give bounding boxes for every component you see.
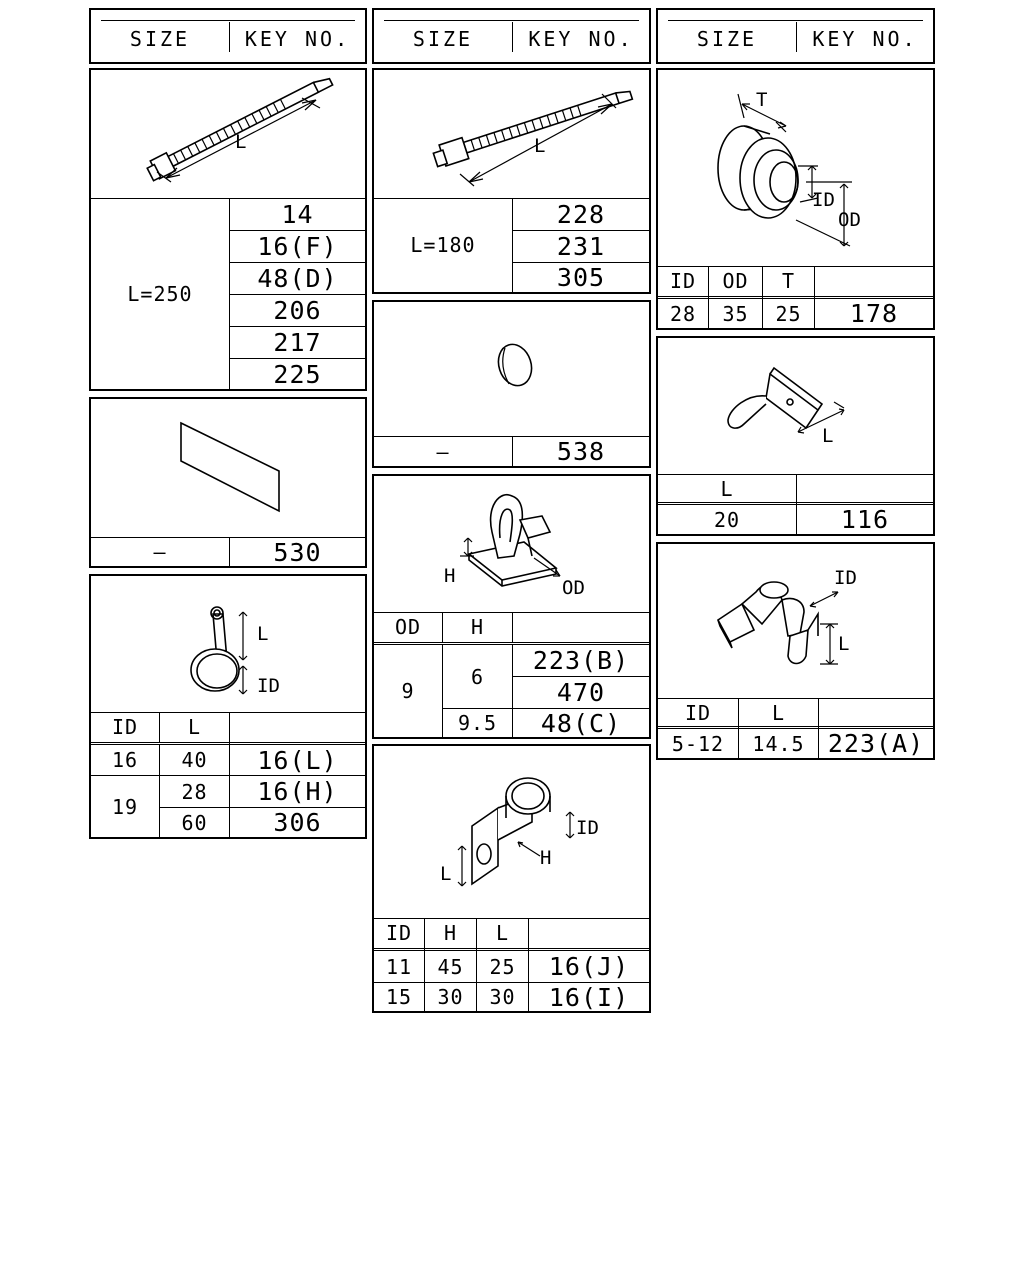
dim-label-od: OD [838,209,861,231]
size-value: L=250 [127,281,193,306]
column-header-id: ID [385,921,413,945]
column-header-od: OD [394,615,422,639]
column-header-od: OD [722,269,749,293]
od-value: 35 [722,301,749,326]
dim-label-id: ID [812,189,835,211]
key-no-header: KEY NO. [244,27,351,51]
l-value: 14.5 [752,731,805,756]
dim-label-od: OD [562,577,585,599]
size-value: L=180 [410,233,476,257]
column-header-t: T [781,269,796,293]
dim-label-l: L [257,623,269,645]
key-no-value: 228 [556,200,606,229]
key-no-value: 305 [556,263,606,292]
key-no-value: 223(B) [532,646,630,675]
id-value: 28 [669,301,697,326]
key-no-value: 538 [556,437,606,466]
clamp-pin-illustration [658,544,933,698]
column-header-id: ID [669,269,697,293]
h-value: 9.5 [457,711,498,735]
cable-tie-180-panel [372,68,651,294]
key-no-value: 16(I) [548,982,630,1012]
column-header-l: L [187,715,202,739]
l-value: 20 [713,507,741,532]
p-clamp-panel [89,574,367,839]
column-header-h: H [470,615,485,639]
column-header-l: L [495,921,510,945]
header-box-1 [89,8,367,64]
key-no-value: 470 [556,678,606,707]
clip-od-illustration [374,476,649,612]
column-header-id: ID [111,715,139,739]
grommet-panel [656,68,935,330]
dim-label-l: L [534,135,546,157]
size-header: SIZE [696,27,758,51]
key-no-value: 14 [281,200,314,229]
bracket-panel [656,336,935,536]
l-value: 28 [181,779,208,804]
bracket-illustration [658,338,933,474]
cable-tie-180-illustration [374,70,649,198]
cap-panel [372,300,651,468]
key-no-value: 530 [273,537,322,567]
key-no-value: 231 [556,232,606,261]
id-value: 19 [111,794,139,819]
key-no-value: 225 [273,359,322,389]
id-value: 11 [385,954,413,979]
offset-clamp-illustration [374,746,649,918]
dim-label-id: ID [576,817,599,839]
h-value: 30 [437,985,464,1009]
column-header-h: H [443,921,458,945]
header-box-3 [656,8,935,64]
dim-label-t: T [756,89,768,111]
l-value: 30 [489,985,516,1009]
size-value: — [153,540,167,564]
id-value: 5-12 [671,731,725,756]
cable-tie-250-illustration [91,70,365,198]
column-header-l: L [771,701,786,725]
key-no-value: 16(F) [257,232,338,261]
key-no-value: 16(L) [257,745,338,775]
cable-tie-250-panel [89,68,367,391]
h-value: 45 [437,954,464,979]
dim-label-h: H [444,565,456,587]
grommet-illustration [658,70,933,266]
dim-label-l: L [822,425,834,447]
tape-panel [89,397,367,568]
id-value: 15 [385,985,413,1009]
h-value: 6 [470,664,485,689]
key-no-value: 217 [273,328,322,357]
dim-label-l: L [440,863,452,885]
tape-illustration [91,399,365,537]
key-no-value: 16(J) [548,952,630,981]
key-no-value: 306 [273,808,322,837]
l-value: 40 [181,748,208,772]
key-no-value: 48(D) [257,264,338,293]
column-header-l: L [720,477,734,501]
key-no-value: 206 [273,296,322,325]
cap-illustration [374,302,649,436]
p-clamp-illustration [91,576,365,712]
dim-label-l: L [235,131,247,153]
dim-label-l: L [838,633,850,655]
dim-label-h: H [540,847,552,869]
key-no-value: 16(H) [257,777,338,806]
key-no-header: KEY NO. [812,27,918,51]
size-header: SIZE [412,27,474,51]
dim-label-id: ID [257,675,280,697]
l-value: 60 [181,810,208,835]
column-header-id: ID [684,701,712,725]
size-header: SIZE [129,27,191,51]
header-box-2 [372,8,651,64]
clip-od-panel [372,474,651,739]
key-no-header: KEY NO. [528,27,634,51]
key-no-value: 48(C) [540,708,622,738]
offset-clamp-panel [372,744,651,1013]
od-value: 9 [401,679,415,703]
t-value: 25 [775,301,802,326]
key-no-value: 223(A) [827,729,925,758]
key-no-value: 178 [849,299,899,328]
dim-label-id: ID [834,567,857,589]
clamp-pin-panel [656,542,935,760]
l-value: 25 [489,954,516,979]
size-value: — [436,439,450,464]
key-no-value: 116 [840,505,890,534]
id-value: 16 [111,748,139,772]
